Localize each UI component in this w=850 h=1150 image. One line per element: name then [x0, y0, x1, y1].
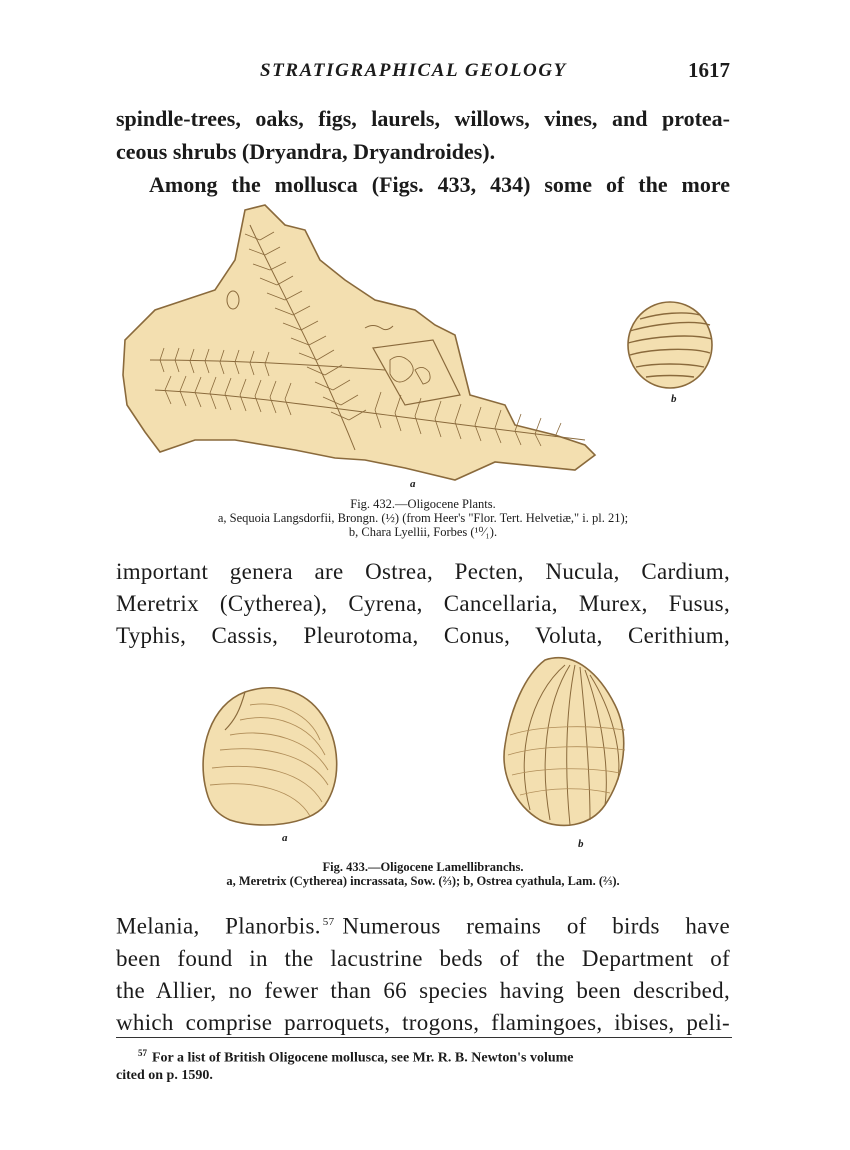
footnote-marker: 57: [138, 1048, 147, 1058]
figure-432-caption: [116, 497, 730, 539]
footnote-line: [116, 1045, 730, 1067]
figure-432-label-a: a: [410, 478, 416, 490]
text-line: been found in the lacustrine beds of the Department of: [116, 945, 730, 971]
figure-433-caption: [116, 860, 730, 888]
text-line: Typhis, Cassis, Pleurotoma, Conus, Voluta, Cerithium,: [116, 623, 730, 648]
caption-title: Fig. 433.—Oligocene Lamellibranchs.: [322, 860, 524, 874]
ostrea-shell: [504, 658, 625, 826]
caption-line: a, Meretrix (Cytherea) incrassata, Sow. (⅔); b, Ostrea cyathula, Lam. (⅔).: [226, 874, 620, 888]
text-line: ceous shrubs (Dryandra, Dryandroides).: [116, 139, 496, 164]
running-head: [250, 58, 730, 86]
paragraph-top: [116, 102, 730, 201]
caption-line: a, Sequoia Langsdorfii, Brongn. (½) (from Heer's "Flor. Tert. Helvetiæ," i. pl. 21);: [217, 511, 629, 525]
text-line: [116, 906, 730, 943]
figure-432-illustration: [115, 200, 735, 485]
caption-line: b, Chara Lyellii, Forbes (¹⁰⁄₁).: [348, 525, 498, 539]
footnote-text: For a list of British Oligocene mollusca, see Mr. R. B. Newton's volume: [152, 1050, 574, 1066]
footnote-line: cited on p. 1590.: [116, 1067, 213, 1083]
text-line: the Allier, no fewer than 66 species having been described,: [116, 977, 730, 1003]
text-line: important genera are Ostrea, Pecten, Nucula, Cardium,: [116, 559, 730, 584]
page-number: 1617: [688, 58, 730, 82]
text-line: which comprise parroquets, trogons, flamingoes, ibises, peli-: [116, 1009, 730, 1035]
figure-433-label-b: b: [578, 838, 584, 850]
chara-fossil: [628, 302, 712, 388]
footnote: [116, 1045, 730, 1084]
text-line: Meretrix (Cytherea), Cyrena, Cancellaria, Murex, Fusus,: [116, 591, 730, 616]
meretrix-shell: [203, 688, 337, 825]
text-fragment: Melania, Planorbis.: [116, 913, 321, 939]
sequoia-fossil-slab: [123, 205, 595, 480]
paragraph-middle: [116, 556, 730, 652]
text-line: spindle-trees, oaks, figs, laurels, willows, vines, and protea-: [116, 106, 730, 131]
paragraph-bottom: [116, 906, 730, 1039]
caption-title: Fig. 432.—Oligocene Plants.: [350, 497, 496, 511]
text-fragment: Numerous remains of birds have: [342, 913, 730, 939]
figure-433-label-a: a: [282, 832, 288, 844]
footnote-reference[interactable]: 57: [322, 916, 335, 928]
figure-433-illustration: [190, 650, 660, 850]
text-line: Among the mollusca (Figs. 433, 434) some of the more: [149, 172, 730, 197]
running-title: STRATIGRAPHICAL GEOLOGY: [260, 60, 567, 81]
footnote-divider: [116, 1037, 732, 1038]
figure-432-label-b: b: [671, 393, 677, 405]
